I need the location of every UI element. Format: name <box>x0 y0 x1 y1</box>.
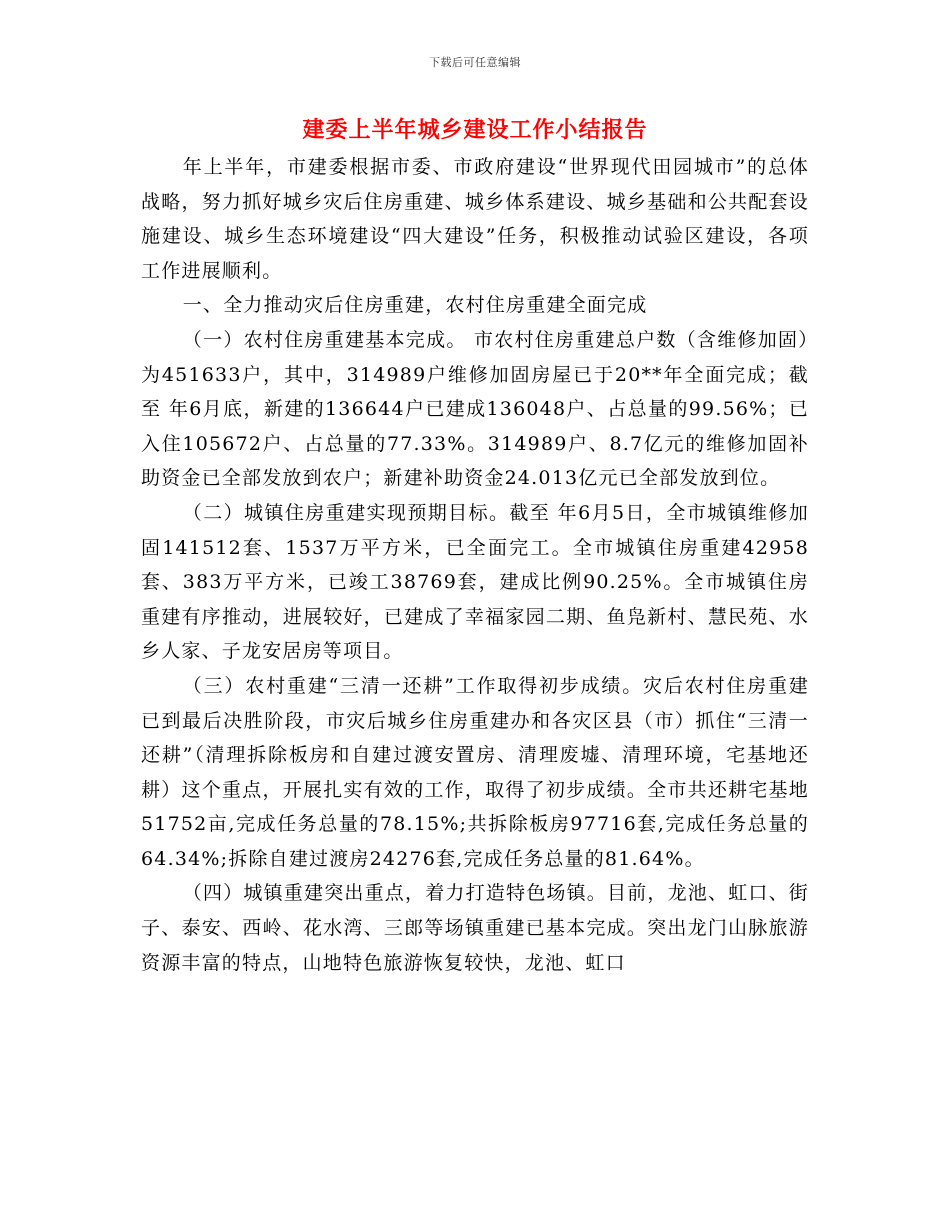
document-title: 建委上半年城乡建设工作小结报告 <box>302 118 648 143</box>
paragraph-rural-housing: （一）农村住房重建基本完成。 市农村住房重建总户数（含维修加固）为451633户，其中，314989户维修加固房屋已于20**年全面完成；截至 年6月底，新建的136644户已建成136048户、占总量的99.56%；已入住105672户、占总量的77.33%。314989户、8.7亿元的维修加固补助资金已全部发放到农户；新建补助资金24.013亿元已全部发放到位。 <box>141 328 809 490</box>
intro-paragraph: 年上半年，市建委根据市委、市政府建设“世界现代田园城市”的总体战略，努力抓好城乡灾后住房重建、城乡体系建设、城乡基础和公共配套设施建设、城乡生态环境建设“四大建设”任务，积极推动试验区建设，各项工作进展顺利。 <box>141 156 809 282</box>
section-heading-1: 一、全力推动灾后住房重建，农村住房重建全面完成 <box>182 294 648 317</box>
paragraph-three-clear-one-return: （三）农村重建“三清一还耕”工作取得初步成绩。灾后农村住房重建已到最后决胜阶段，市灾后城乡住房重建办和各灾区县（市）抓住“三清一还耕”（清理拆除板房和自建过渡安置房、清理废墟、清理环境，宅基地还耕）这个重点，开展扎实有效的工作，取得了初步成绩。全市共还耕宅基地51752亩,完成任务总量的78.15%;共拆除板房97716套,完成任务总量的64.34%;拆除自建过渡房24276套,完成任务总量的81.64%。 <box>141 674 809 870</box>
page-header-note: 下载后可任意编辑 <box>429 56 521 69</box>
paragraph-town-rebuilding: （四）城镇重建突出重点，着力打造特色场镇。目前，龙池、虹口、街子、泰安、西岭、花水湾、三郎等场镇重建已基本完成。突出龙门山脉旅游资源丰富的特点，山地特色旅游恢复较快，龙池、虹口 <box>141 882 809 974</box>
paragraph-urban-housing: （二）城镇住房重建实现预期目标。截至 年6月5日，全市城镇维修加固141512套、1537万平方米，已全面完工。全市城镇住房重建42958套、383万平方米，已竣工38769套，建成比例90.25%。全市城镇住房重建有序推动，进展较好，已建成了幸福家园二期、鱼凫新村、慧民苑、水乡人家、子龙安居房等项目。 <box>141 501 809 663</box>
document-body <box>141 150 809 980</box>
